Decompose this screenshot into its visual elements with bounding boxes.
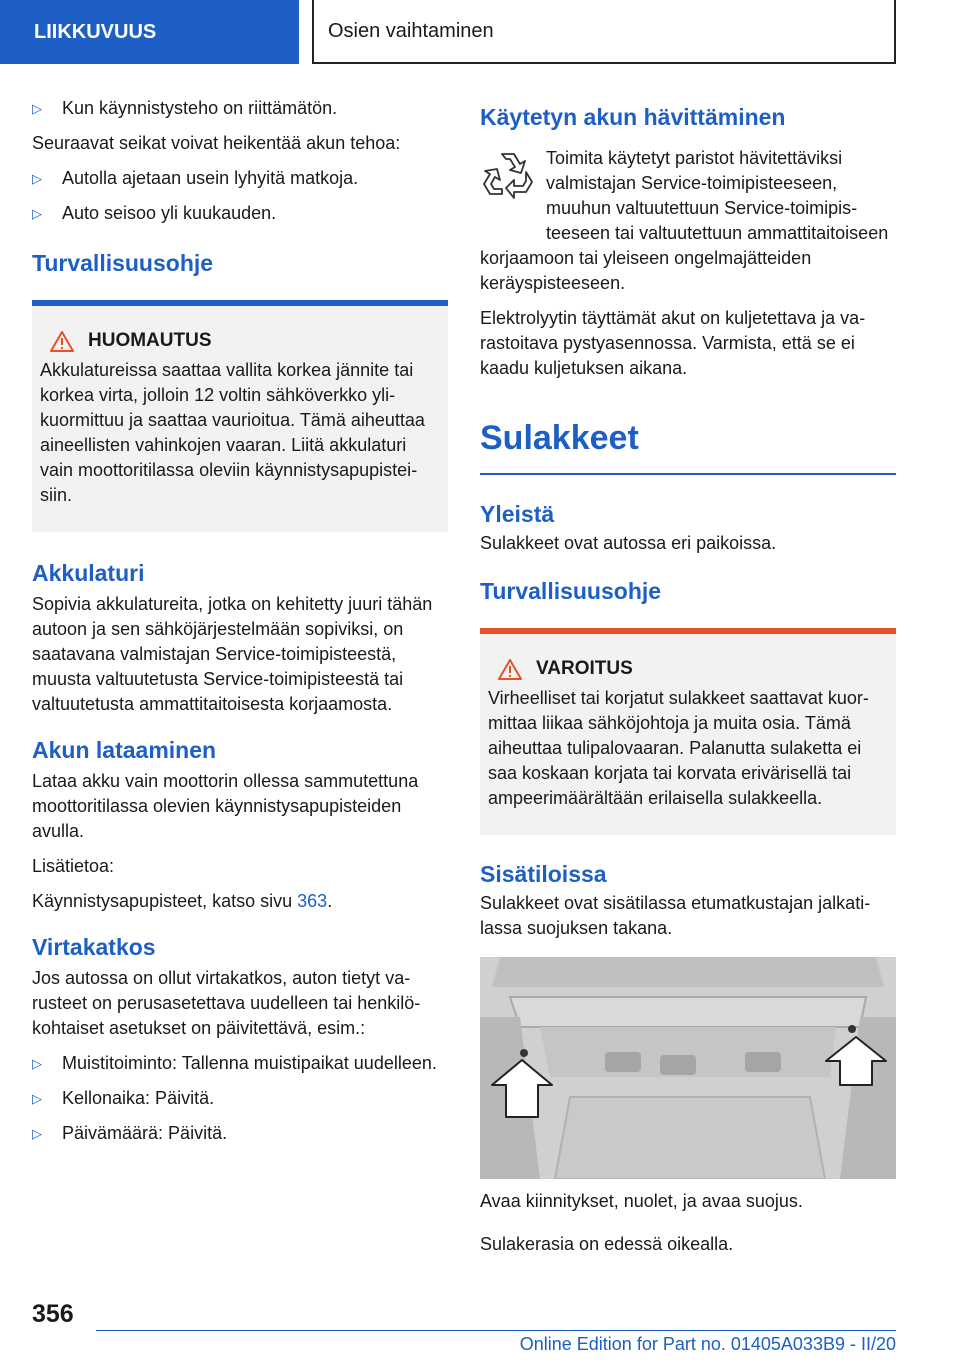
warning-triangle-icon [498, 659, 522, 680]
paragraph: Seuraavat seikat voivat heikentää akun tehoa: [32, 133, 401, 153]
notice-title: HUOMAUTUS [50, 330, 440, 352]
charger-heading: Akkulaturi [32, 560, 145, 586]
page-number: 356 [32, 1300, 74, 1328]
right-column [480, 102, 896, 1267]
warning-triangle-icon [50, 331, 74, 352]
footer-rule [96, 1330, 896, 1331]
paragraph: Sulakerasia on edessä oikealla. [480, 1234, 734, 1254]
notice-box [32, 300, 448, 532]
triangle-bullet-icon: ▷ [32, 101, 42, 116]
section-tab: LIIKKUVUUS [0, 0, 299, 64]
triangle-bullet-icon: ▷ [32, 206, 42, 221]
fuse-cover-photo [480, 957, 896, 1179]
page-link[interactable]: 363 [297, 891, 328, 911]
warning-box [480, 628, 896, 835]
safety-heading: Turvallisuusohje [32, 250, 214, 276]
warning-text: Virheelliset tai korjatut sulakkeet saattavat kuormittaa liikaa sähköjohtoja ja muita osia. Tämä aiheuttaa tulipalovaaran. Palanutta sulaketta ei saa koskaan korjata tai korvata erivärisellä tai ampeerimäärältään erilaisella sulakkeella. [488, 688, 869, 808]
outage-heading: Virtakatkos [32, 934, 156, 960]
triangle-bullet-icon: ▷ [32, 1126, 42, 1141]
charging-heading: Akun lataaminen [32, 737, 217, 763]
general-heading: Yleistä [480, 501, 555, 527]
heading-rule [480, 473, 896, 475]
safety-heading: Turvallisuusohje [480, 578, 662, 604]
paragraph: Sopivia akkulatureita, jotka on kehitetty juuri tähän autoon ja sen sähköjärjestelmään sopiviksi, on saatavana valmistajan Service-toimipisteestä, muusta valtuutetusta Service-toimipisteestä tai valtuutetusta ammattitaitoisesta korjaamosta. [32, 594, 433, 714]
chapter-title: Osien vaihtaminen [312, 0, 896, 64]
footwell-illustration [480, 957, 896, 1179]
list-item: ▷ Auto seisoo yli kuukauden. [32, 201, 448, 226]
list-item: ▷ Kun käynnistysteho on riittämätön. [32, 96, 448, 121]
disposal-block [480, 146, 896, 296]
list-item: ▷ Päivämäärä: Päivitä. [32, 1121, 448, 1146]
triangle-bullet-icon: ▷ [32, 1091, 42, 1106]
triangle-bullet-icon: ▷ [32, 171, 42, 186]
paragraph: Lataa akku vain moottorin ollessa sammutettuna moottoritilassa olevien käynnistysapupisteiden avulla. [32, 771, 419, 841]
left-column [32, 96, 448, 1156]
fuses-heading: Sulakkeet [480, 419, 639, 457]
paragraph: Sulakkeet ovat autossa eri paikoissa. [480, 533, 777, 553]
disposal-text: Toimita käytetyt paristot hävitettäviksi valmistajan Service-toimipisteeseen, muuhun valtuutettuun Service-toimipisteeseen tai valtuutettuun ammattitaitoiseen korjaamoon tai yleiseen ongelmajätteiden keräyspisteeseen. [480, 148, 889, 293]
paragraph: Jos autossa on ollut virtakatkos, auton tietyt varusteet on perusasetettava uudelleen tai henkilökohtaiset asetukset on päivitettävä, esim.: [32, 968, 421, 1038]
interior-heading: Sisätiloissa [480, 861, 607, 887]
warning-title: VAROITUS [498, 658, 888, 680]
notice-text: Akkulatureissa saattaa vallita korkea jännite tai korkea virta, jolloin 12 voltin sähköverkko ylikuormittuu ja saattaa vaurioitua. Tämä aiheuttaa aineellisten vahinkojen vaaran. Liitä akkulaturi vain moottoritilassa oleviin käynnistysapupisteisiin. [40, 360, 425, 505]
list-item: ▷ Muistitoiminto: Tallenna muistipaikat uudelleen. [32, 1051, 448, 1076]
disposal-heading: Käytetyn akun hävittäminen [480, 104, 786, 130]
paragraph: Elektrolyytin täyttämät akut on kuljetettava ja varastoitava pystyasennossa. Varmista, että se ei kaadu kuljetuksen aikana. [480, 308, 866, 378]
triangle-bullet-icon: ▷ [32, 1056, 42, 1071]
footer-edition: Online Edition for Part no. 01405A033B9 - II/20 [519, 1334, 896, 1354]
paragraph: Lisätietoa: [32, 856, 115, 876]
recycle-icon [480, 148, 536, 200]
photo-caption: Avaa kiinnitykset, nuolet, ja avaa suojus. [480, 1191, 803, 1211]
list-item: ▷ Autolla ajetaan usein lyhyitä matkoja. [32, 166, 448, 191]
cross-reference: Käynnistysapupisteet, katso sivu 363. [32, 891, 333, 911]
list-item: ▷ Kellonaika: Päivitä. [32, 1086, 448, 1111]
paragraph: Sulakkeet ovat sisätilassa etumatkustajan jalkatilassa suojuksen takana. [480, 893, 871, 938]
